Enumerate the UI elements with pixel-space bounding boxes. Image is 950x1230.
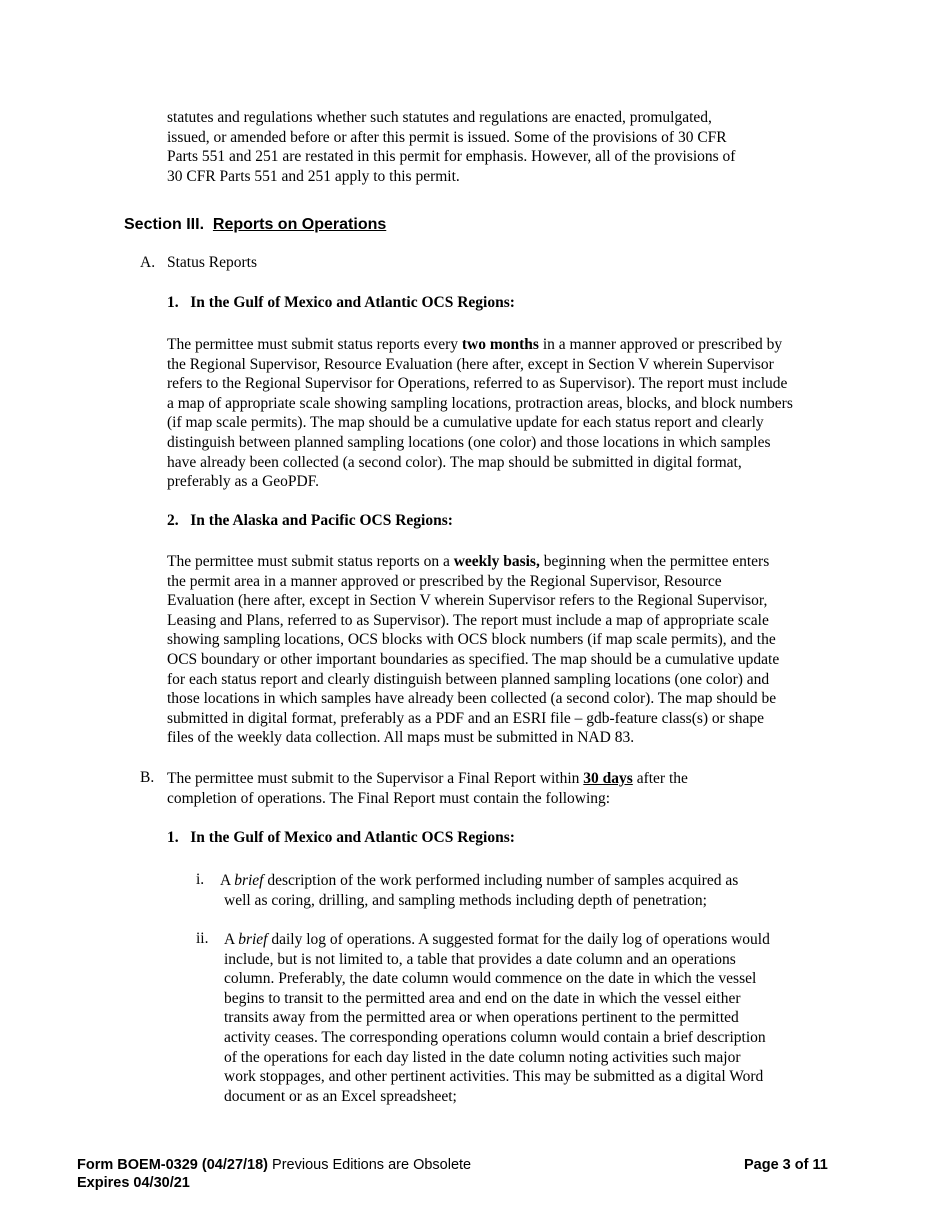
a2-bold-term: weekly basis,	[453, 553, 540, 570]
a2-line1-rest: beginning when the permittee enters	[539, 553, 770, 570]
b1-i-pre: A	[220, 872, 235, 889]
b1-i-post: description of the work performed including number of samples acquired as	[263, 872, 739, 889]
footer-form-line	[77, 1156, 471, 1174]
b1-ii-line: transits away from the permitted area or when operations pertinent to the permitted	[224, 1009, 739, 1027]
a2-heading: 2. In the Alaska and Pacific OCS Regions:	[167, 512, 453, 529]
b1-ii-line	[224, 930, 770, 950]
footer-page-text: Page 3 of 11	[744, 1157, 828, 1173]
intro-line: Parts 551 and 251 are restated in this permit for emphasis. However, all of the provisions of	[167, 148, 736, 166]
footer-expiry	[77, 1174, 471, 1192]
a1-paragraph	[167, 335, 793, 492]
a2-line	[167, 552, 779, 572]
a1-line	[167, 335, 793, 355]
section-heading	[124, 216, 386, 234]
item-a-marker: A.	[140, 254, 156, 271]
intro-paragraph	[167, 108, 735, 186]
item-b-line1-text: The permittee must submit to the Supervisor a Final Report within	[167, 770, 584, 787]
a1-line: distinguish between planned sampling locations (one color) and those locations in which samples	[167, 433, 771, 451]
b1-i-line	[220, 871, 738, 891]
footer-obsolete-note: Previous Editions are Obsolete	[268, 1157, 472, 1173]
b1-ii-line: activity ceases. The corresponding operations column would contain a brief description	[224, 1028, 766, 1046]
b1-ii-line: document or as an Excel spreadsheet;	[224, 1087, 457, 1105]
a2-line1-text: The permittee must submit status reports on a	[167, 553, 454, 570]
b1-ii-pre: A	[224, 931, 239, 948]
intro-line: 30 CFR Parts 551 and 251 apply to this permit.	[167, 167, 460, 185]
item-b-marker: B.	[140, 769, 155, 786]
item-b-line	[167, 769, 688, 789]
b1-ii-line: of the operations for each day listed in the date column noting activities such major	[224, 1048, 741, 1066]
item-b-paragraph	[167, 769, 688, 808]
b1-i-paragraph	[220, 871, 738, 910]
a1-bold-term: two months	[461, 336, 539, 353]
b1-ii-line: include, but is not limited to, a table that provides a date column and an operations	[224, 950, 736, 968]
a1-line: the Regional Supervisor, Resource Evaluation (here after, except in Section V wherein Supervisor	[167, 355, 774, 373]
b1-ii-line: begins to transit to the permitted area and end on the date in which the vessel either	[224, 989, 741, 1007]
footer-form-number: Form BOEM-0329 (04/27/18)	[77, 1157, 268, 1173]
a1-line: have already been collected (a second color). The map should be submitted in digital format,	[167, 453, 742, 471]
b1-ii-post: daily log of operations. A suggested format for the daily log of operations would	[267, 931, 770, 948]
b1-i-line: well as coring, drilling, and sampling methods including depth of penetration;	[224, 891, 707, 909]
a2-line: submitted in digital format, preferably as a PDF and an ESRI file – gdb-feature class(s) or shape	[167, 709, 765, 727]
intro-line: statutes and regulations whether such statutes and regulations are enacted, promulgated,	[167, 109, 712, 126]
a2-line: Evaluation (here after, except in Section V wherein Supervisor refers to the Regional Supervisor,	[167, 592, 768, 610]
footer-page-number	[744, 1156, 828, 1174]
b1-ii-paragraph	[224, 930, 770, 1106]
a2-line: the permit area in a manner approved or prescribed by the Regional Supervisor, Resource	[167, 572, 722, 590]
item-b-line1-rest: after the	[632, 770, 688, 787]
b1-ii-line: work stoppages, and other pertinent activities. This may be submitted as a digital Word	[224, 1068, 764, 1086]
b1-ii-line: column. Preferably, the date column would commence on the date in which the vessel	[224, 970, 757, 988]
a2-paragraph	[167, 552, 779, 748]
a2-line: those locations in which samples have already been collected (a second color). The map should be	[167, 690, 777, 708]
footer-form-info	[77, 1156, 471, 1192]
item-b-deadline: 30 days	[583, 770, 633, 787]
a1-line: refers to the Regional Supervisor for Operations, referred to as Supervisor). The report must include	[167, 375, 788, 393]
a2-line: OCS boundary or other important boundaries as specified. The map should be a cumulative update	[167, 650, 780, 668]
a1-line1-rest: in a manner approved or prescribed by	[538, 336, 783, 353]
a2-line: files of the weekly data collection. All maps must be submitted in NAD 83.	[167, 729, 635, 747]
section-label: Section III.	[124, 216, 205, 233]
item-a-title: Status Reports	[167, 254, 257, 271]
a1-line: a map of appropriate scale showing sampling locations, protraction areas, blocks, and block numbers	[167, 394, 793, 412]
b1-i-italic: brief	[234, 872, 264, 889]
a2-line: Leasing and Plans, referred to as Supervisor). The report must include a map of appropriate scale	[167, 611, 769, 629]
footer-expiry-text: Expires 04/30/21	[77, 1175, 190, 1191]
a1-heading: 1. In the Gulf of Mexico and Atlantic OCS Regions:	[167, 294, 515, 311]
a1-line1-text: The permittee must submit status reports every	[167, 336, 462, 353]
b1-ii-italic: brief	[238, 931, 268, 948]
b1-i-marker: i.	[196, 871, 205, 888]
b1-ii-marker: ii.	[196, 930, 209, 947]
item-b-line: completion of operations. The Final Report must contain the following:	[167, 789, 611, 807]
a2-line: showing sampling locations, OCS blocks with OCS block numbers (if map scale permits), and the	[167, 631, 776, 649]
a1-line: (if map scale permits). The map should be a cumulative update for each status report and clearly	[167, 414, 764, 432]
intro-line: issued, or amended before or after this permit is issued. Some of the provisions of 30 CFR	[167, 128, 727, 146]
a1-line: preferably as a GeoPDF.	[167, 473, 319, 491]
a2-line: for each status report and clearly distinguish between planned sampling locations (one color) and	[167, 670, 770, 688]
b1-heading: 1. In the Gulf of Mexico and Atlantic OCS Regions:	[167, 829, 515, 846]
section-title: Reports on Operations	[212, 216, 387, 233]
